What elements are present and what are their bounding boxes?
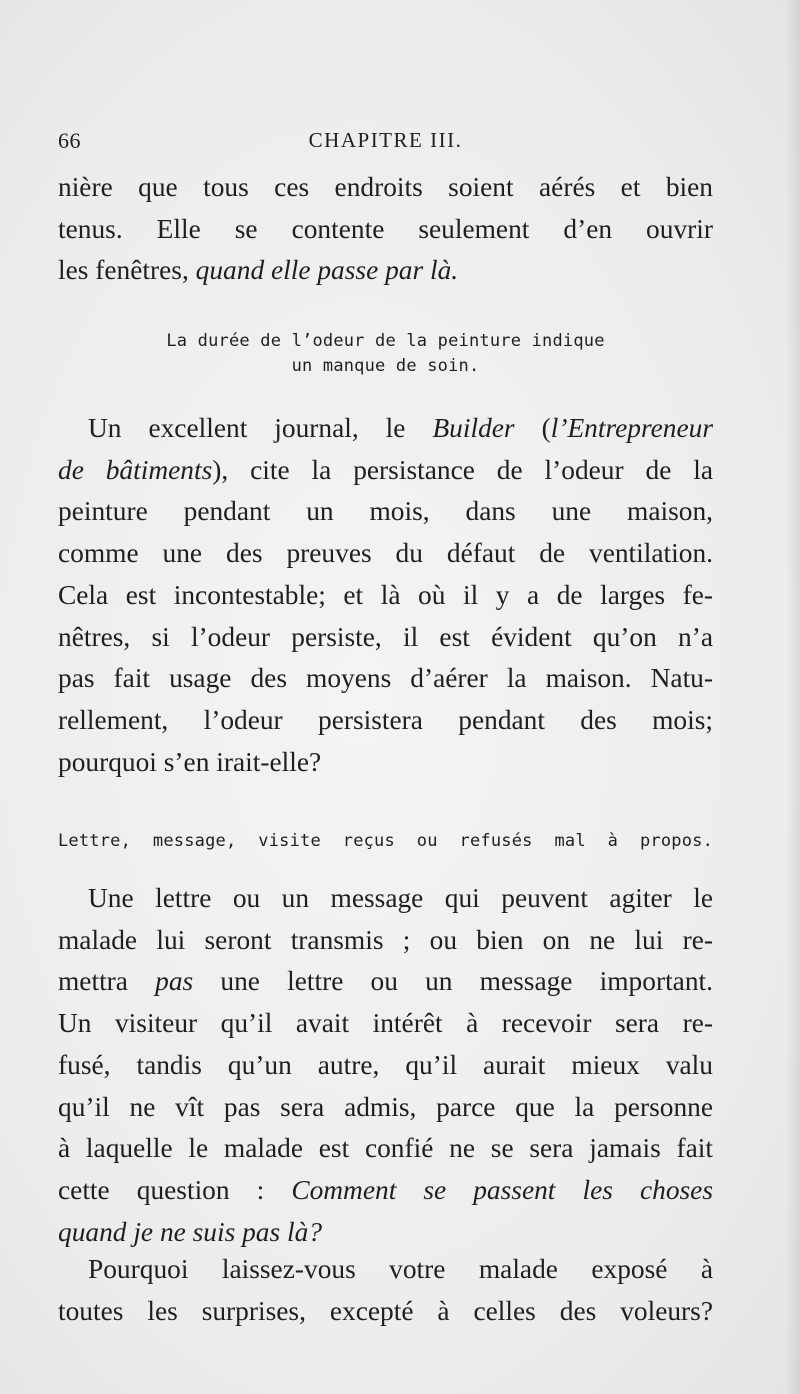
text-line: malade lui seront transmis ; ou bien on ne lui re- [58, 924, 713, 955]
text-run: cette question : [58, 1174, 292, 1205]
page-header [58, 128, 713, 158]
caption-line: un manque de soin. [291, 356, 480, 376]
text-line: Un visiteur qu’il avait intérêt à recevoir sera re- [58, 1008, 713, 1039]
italic-run: quand elle passe par là. [195, 255, 459, 286]
italic-run: Comment se passent les choses [291, 1174, 713, 1205]
text-run: une lettre ou un message important. [193, 966, 713, 997]
text-line [58, 450, 713, 492]
text-line [58, 1212, 713, 1254]
text-line: qu’il ne vît pas sera admis, parce que la personne [58, 1091, 713, 1122]
section-caption: Lettre, message, visite reçus ou refusés mal à propos. [58, 831, 713, 851]
text-line: fusé, tandis qu’un autre, qu’il aurait mieux valu [58, 1049, 713, 1080]
paragraph-builder [58, 408, 713, 783]
text-line: peinture pendant un mois, dans une maison, [58, 496, 713, 527]
text-line: rellement, l’odeur persistera pendant des mois; [58, 704, 713, 735]
text-line [58, 408, 713, 450]
text-line: nêtres, si l’odeur persiste, il est évident qu’on n’a [58, 621, 713, 652]
text-line: pas fait usage des moyens d’aérer la maison. Natu- [58, 663, 713, 694]
text-line: nière que tous ces endroits soient aérés et bien [58, 172, 713, 202]
text-run: ( [514, 413, 551, 443]
italic-run: l’Entrepreneur [550, 413, 713, 443]
text-line: Une lettre ou un message qui peuvent agiter le [88, 883, 713, 913]
italic-run: Builder [432, 413, 515, 443]
text-line: Cela est incontestable; et là où il y a de larges fe- [58, 579, 713, 610]
text-line: tenus. Elle se contente seulement d’en ouvrir [58, 213, 713, 244]
text-line [58, 1170, 713, 1212]
text-line: pourquoi s’en irait-elle? [58, 746, 322, 777]
italic-run: de bâtiments [58, 454, 213, 485]
caption-line: La durée de l’odeur de la peinture indique [166, 331, 605, 351]
paragraph-surprises [58, 1249, 713, 1332]
running-head: CHAPITRE III. [308, 128, 463, 152]
text-line: Pourquoi laissez-vous votre malade exposé à [88, 1254, 713, 1284]
text-run: Un excellent journal, le [88, 413, 433, 443]
text-run: les fenêtres, [58, 255, 196, 286]
text-line: à laquelle le malade est confié ne se sera jamais fait [58, 1133, 713, 1164]
text-line: toutes les surprises, excepté à celles des voleurs? [58, 1295, 713, 1326]
italic-run: pas [155, 966, 194, 997]
text-run: ), cite la persistance de l’odeur de la [212, 454, 714, 485]
paragraph-continuation [58, 167, 713, 292]
italic-run: quand je ne suis pas là? [58, 1216, 323, 1247]
page-edge-shadow [786, 0, 800, 1394]
text-line [58, 961, 713, 1003]
text-line: comme une des preuves du défaut de ventilation. [58, 538, 713, 569]
page-number: 66 [58, 128, 81, 153]
text-line [58, 250, 713, 292]
section-caption [58, 329, 713, 379]
text-run: mettra [58, 966, 156, 997]
paragraph-letters [58, 878, 713, 1253]
